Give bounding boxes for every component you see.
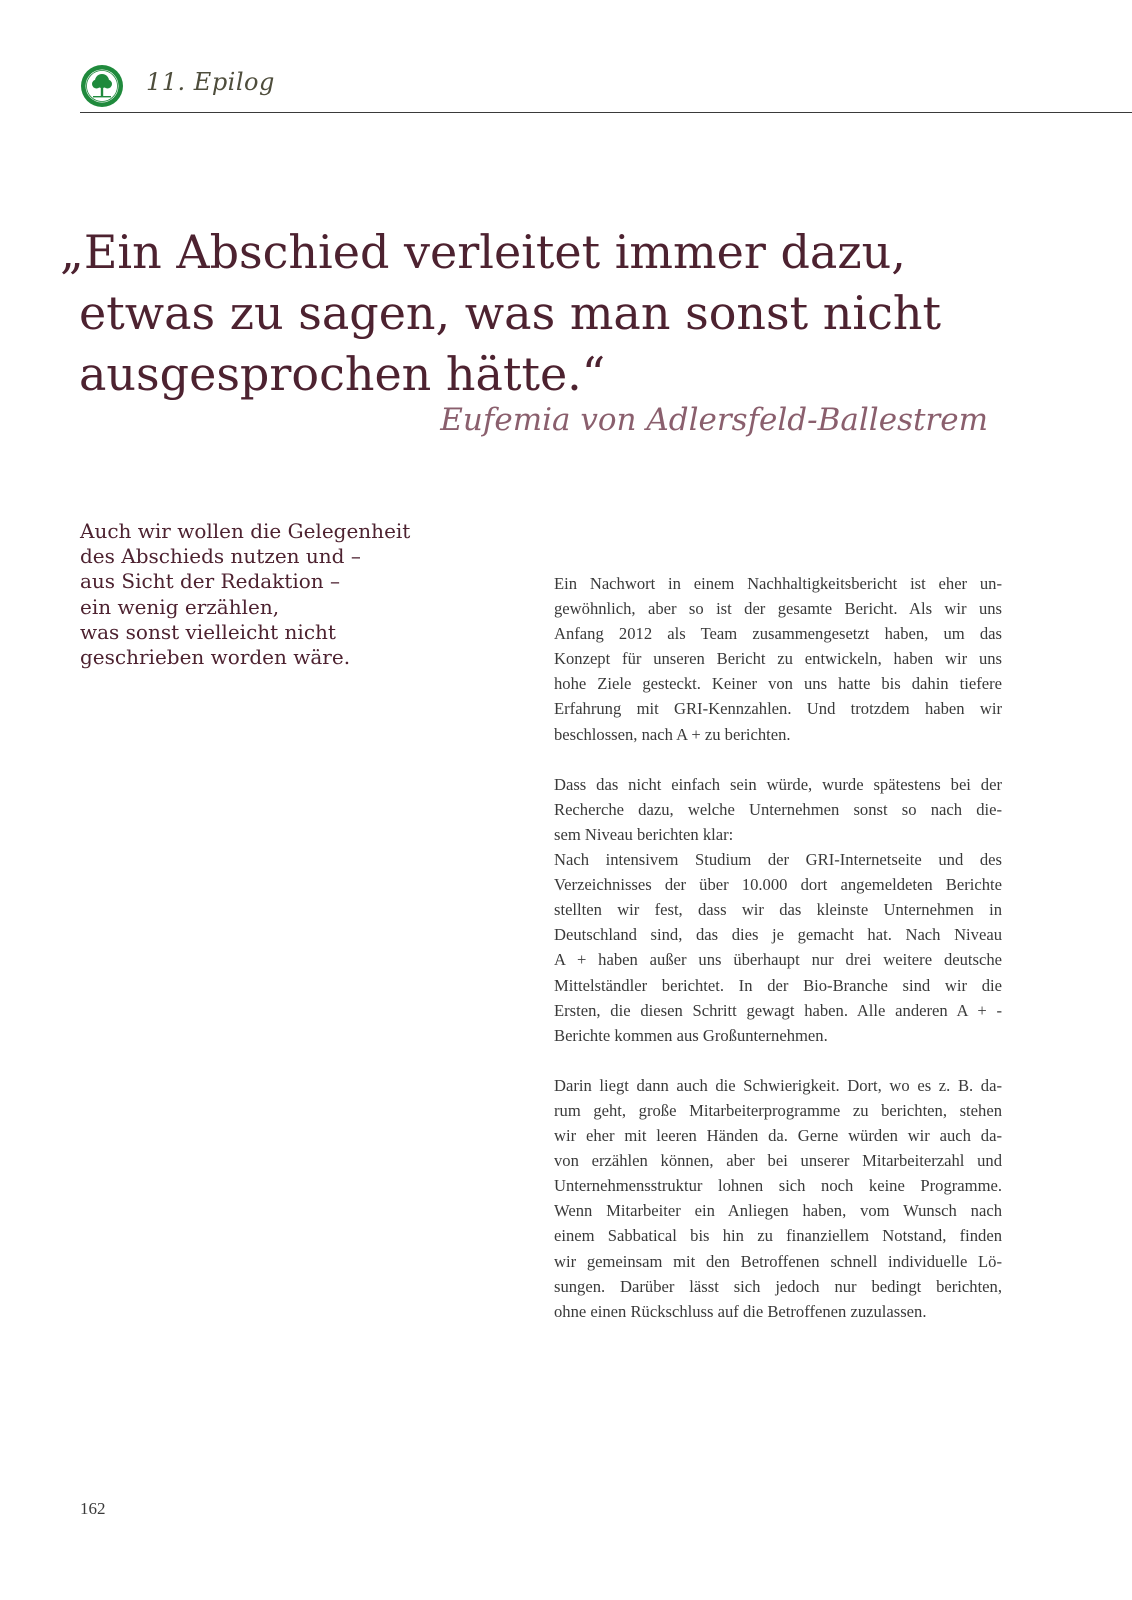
body-line: Wenn Mitarbeiter ein Anliegen haben, vom Wunsch nach: [554, 1201, 1002, 1221]
body-line: sungen. Darüber lässt sich jedoch nur bedingt berichten,: [554, 1276, 1002, 1296]
intro-line: Auch wir wollen die Gelegenheit: [80, 519, 411, 543]
tree-seal-icon: [80, 64, 124, 108]
body-line: Verzeichnisses der über 10.000 dort angemeldeten Berichte: [554, 875, 1002, 895]
body-line: ohne einen Rückschluss auf die Betroffenen zuzulassen.: [554, 1301, 927, 1321]
body-line: Darin liegt dann auch die Schwierigkeit. Dort, wo es z. B. da-: [554, 1075, 1002, 1095]
body-line: Dass das nicht einfach sein würde, wurde spätestens bei der: [554, 774, 1002, 794]
intro-line: geschrieben worden wäre.: [80, 645, 351, 670]
intro-line: des Abschieds nutzen und –: [80, 544, 361, 569]
body-line: hohe Ziele gesteckt. Keiner von uns hatte bis dahin tiefere: [554, 674, 1002, 694]
page-header: [80, 62, 1132, 112]
body-paragraph: [554, 772, 1002, 1048]
body-paragraph: [554, 571, 1002, 747]
body-line: rum geht, große Mitarbeiterprogramme zu berichten, stehen: [554, 1100, 1002, 1120]
body-line: Ein Nachwort in einem Nachhaltigkeitsbericht ist eher un-: [554, 574, 1002, 593]
body-paragraph: [554, 1073, 1002, 1324]
intro-line: aus Sicht der Redaktion –: [80, 569, 341, 594]
body-line: von erzählen können, aber bei unserer Mitarbeiterzahl und: [554, 1151, 1002, 1171]
body-line: einem Sabbatical bis hin zu finanziellem Notstand, finden: [554, 1226, 1002, 1246]
epigraph-quote: [60, 222, 960, 405]
intro-line: was sonst vielleicht nicht: [80, 619, 336, 644]
intro-text: [80, 519, 480, 670]
body-line: Ersten, die diesen Schritt gewagt haben. Alle anderen A + -: [554, 1000, 1002, 1020]
body-line: Recherche dazu, welche Unternehmen sonst so nach die-: [554, 799, 1002, 819]
page-number: 162: [80, 1499, 106, 1518]
body-line: wir eher mit leeren Händen da. Gerne würden wir auch da-: [554, 1126, 1002, 1146]
body-line: Konzept für unseren Bericht zu entwickeln, haben wir uns: [554, 649, 1002, 669]
body-line: beschlossen, nach A + zu berichten.: [554, 724, 791, 744]
quote-author: Eufemia von Adlersfeld-Ballestrem: [440, 402, 988, 438]
quote-line: etwas zu sagen, was man sonst nicht: [79, 286, 941, 340]
header-divider: [80, 112, 1132, 113]
body-text: [554, 571, 1002, 1324]
body-line: Erfahrung mit GRI-Kennzahlen. Und trotzdem haben wir: [554, 699, 1002, 719]
body-line: A + haben außer uns überhaupt nur drei weitere deutsche: [554, 950, 1002, 970]
body-line: Nach intensivem Studium der GRI-Internetseite und des: [554, 850, 1002, 870]
body-line: Deutschland sind, das dies je gemacht hat. Nach Niveau: [554, 925, 1002, 945]
body-line: Berichte kommen aus Großunternehmen.: [554, 1025, 828, 1045]
chapter-title: 11. Epilog: [146, 68, 275, 96]
body-line: wir gemeinsam mit den Betroffenen schnell individuelle Lö-: [554, 1251, 1002, 1271]
body-line: gewöhnlich, aber so ist der gesamte Bericht. Als wir uns: [554, 599, 1002, 619]
body-line: Unternehmensstruktur lohnen sich noch keine Programme.: [554, 1176, 1002, 1196]
body-line: sem Niveau berichten klar:: [554, 824, 734, 844]
quote-line: „Ein Abschied verleitet immer dazu,: [60, 225, 906, 279]
intro-line: ein wenig erzählen,: [80, 594, 280, 619]
body-line: Anfang 2012 als Team zusammengesetzt haben, um das: [554, 624, 1002, 644]
body-line: Mittelständler berichtet. In der Bio-Branche sind wir die: [554, 975, 1002, 995]
quote-line: ausgesprochen hätte.“: [79, 347, 606, 401]
body-line: stellten wir fest, dass wir das kleinste Unternehmen in: [554, 900, 1002, 920]
